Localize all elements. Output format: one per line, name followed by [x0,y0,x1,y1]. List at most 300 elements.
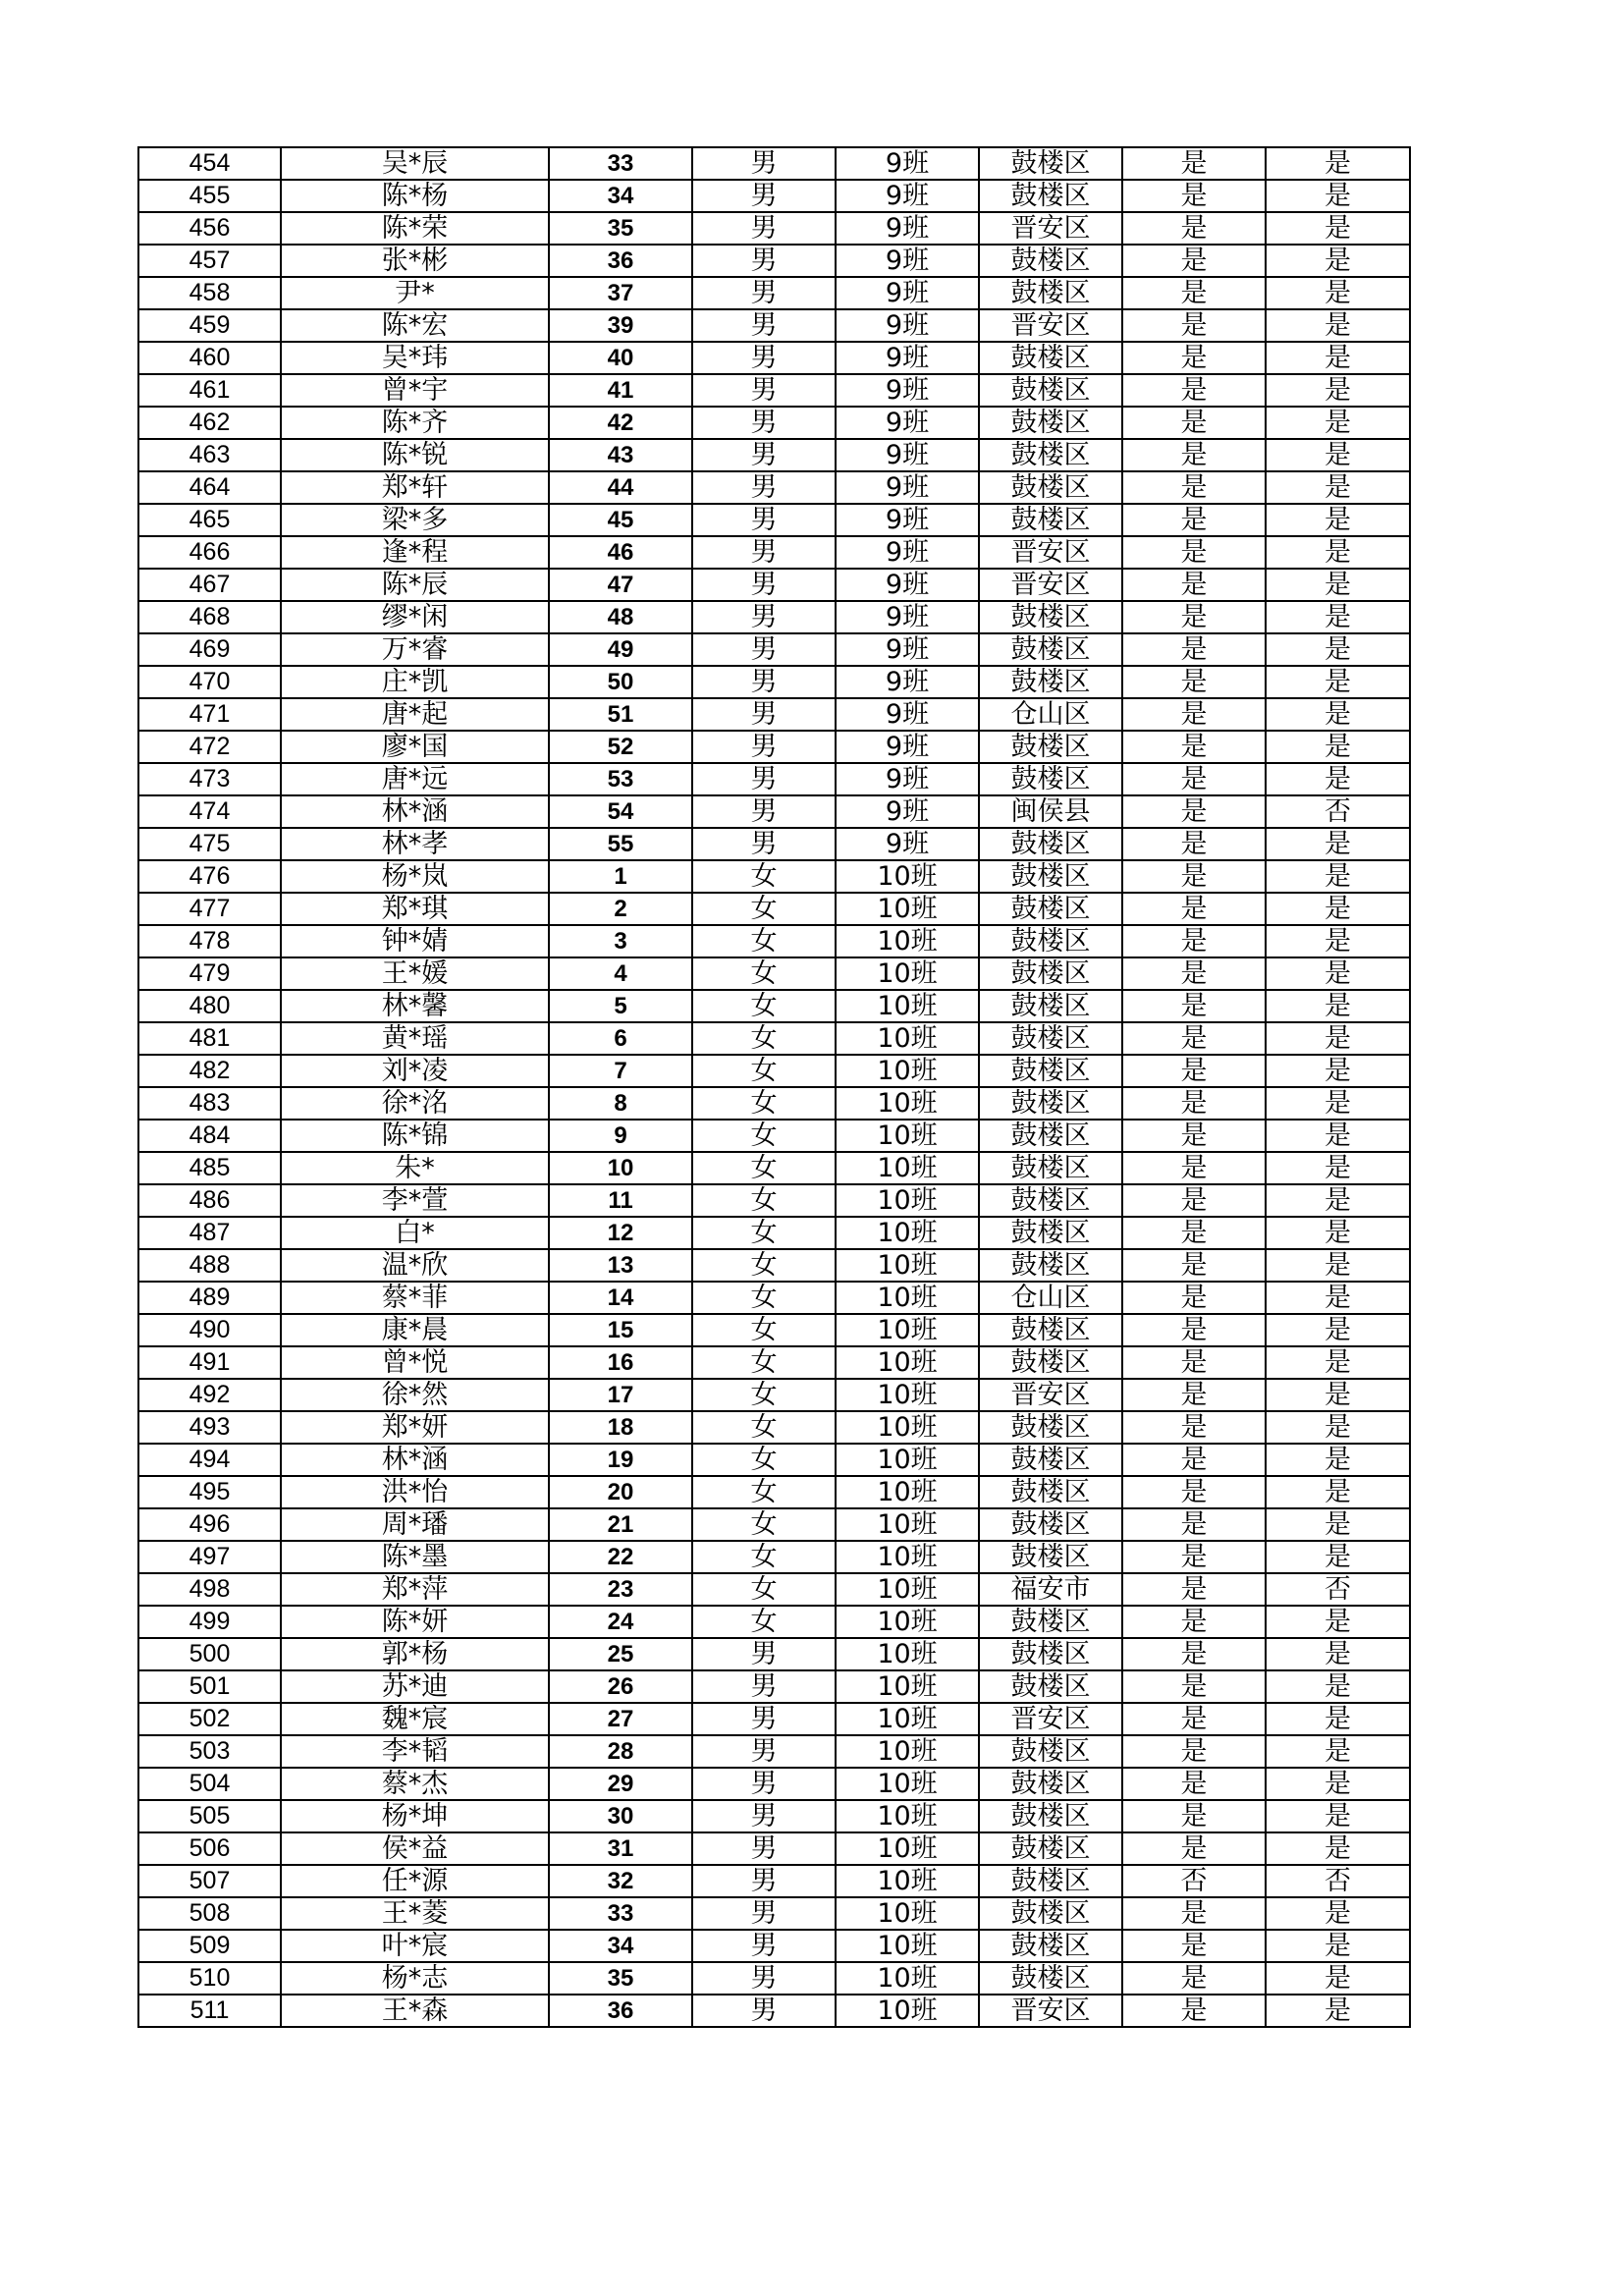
seat-number-cell: 13 [549,1249,692,1282]
row-number-cell: 491 [138,1346,281,1379]
seat-number-cell: 6 [549,1022,692,1055]
flag-b-cell: 是 [1266,601,1410,633]
name-cell: 刘*凌 [281,1055,549,1087]
gender-cell: 男 [692,536,836,569]
name-cell: 徐*洺 [281,1087,549,1120]
gender-cell: 女 [692,1346,836,1379]
flag-b-cell: 是 [1266,471,1410,504]
name-cell: 王*森 [281,1995,549,2027]
seat-number-cell: 22 [549,1541,692,1573]
class-cell: 10班 [836,1120,979,1152]
district-cell: 晋安区 [979,212,1122,245]
seat-number-cell: 5 [549,990,692,1022]
row-number-cell: 484 [138,1120,281,1152]
flag-b-cell: 否 [1266,1573,1410,1606]
name-cell: 林*馨 [281,990,549,1022]
table-row [138,893,1410,925]
flag-b-cell: 是 [1266,1282,1410,1314]
seat-number-cell: 21 [549,1508,692,1541]
gender-cell: 男 [692,277,836,309]
gender-cell: 男 [692,633,836,666]
flag-a-cell: 是 [1122,1832,1266,1865]
class-cell: 10班 [836,1606,979,1638]
district-cell: 鼓楼区 [979,763,1122,795]
district-cell: 鼓楼区 [979,1346,1122,1379]
table-row [138,1217,1410,1249]
gender-cell: 男 [692,1865,836,1897]
row-number-cell: 475 [138,828,281,860]
flag-a-cell: 是 [1122,1346,1266,1379]
gender-cell: 女 [692,1541,836,1573]
row-number-cell: 499 [138,1606,281,1638]
class-cell: 10班 [836,990,979,1022]
table-row [138,374,1410,407]
class-cell: 10班 [836,1022,979,1055]
table-row [138,957,1410,990]
district-cell: 晋安区 [979,569,1122,601]
name-cell: 任*源 [281,1865,549,1897]
flag-b-cell: 是 [1266,1768,1410,1800]
row-number-cell: 467 [138,569,281,601]
gender-cell: 女 [692,893,836,925]
district-cell: 晋安区 [979,309,1122,342]
table-row [138,1508,1410,1541]
row-number-cell: 508 [138,1897,281,1930]
gender-cell: 女 [692,1314,836,1346]
class-cell: 10班 [836,1217,979,1249]
class-cell: 10班 [836,1768,979,1800]
row-number-cell: 472 [138,731,281,763]
gender-cell: 女 [692,1606,836,1638]
table-row [138,1282,1410,1314]
district-cell: 鼓楼区 [979,1249,1122,1282]
name-cell: 林*孝 [281,828,549,860]
table-row [138,407,1410,439]
name-cell: 庄*凯 [281,666,549,698]
district-cell: 鼓楼区 [979,342,1122,374]
row-number-cell: 498 [138,1573,281,1606]
name-cell: 白* [281,1217,549,1249]
flag-a-cell: 是 [1122,1022,1266,1055]
flag-b-cell: 是 [1266,407,1410,439]
seat-number-cell: 40 [549,342,692,374]
seat-number-cell: 54 [549,795,692,828]
seat-number-cell: 45 [549,504,692,536]
row-number-cell: 481 [138,1022,281,1055]
table-row [138,180,1410,212]
flag-a-cell: 是 [1122,147,1266,180]
district-cell: 鼓楼区 [979,1022,1122,1055]
flag-b-cell: 是 [1266,633,1410,666]
gender-cell: 男 [692,471,836,504]
gender-cell: 女 [692,1022,836,1055]
row-number-cell: 495 [138,1476,281,1508]
gender-cell: 男 [692,731,836,763]
row-number-cell: 486 [138,1184,281,1217]
row-number-cell: 479 [138,957,281,990]
flag-a-cell: 是 [1122,860,1266,893]
row-number-cell: 469 [138,633,281,666]
row-number-cell: 496 [138,1508,281,1541]
seat-number-cell: 11 [549,1184,692,1217]
district-cell: 鼓楼区 [979,1444,1122,1476]
district-cell: 鼓楼区 [979,1670,1122,1703]
class-cell: 10班 [836,1282,979,1314]
row-number-cell: 474 [138,795,281,828]
class-cell: 9班 [836,407,979,439]
class-cell: 9班 [836,180,979,212]
class-cell: 10班 [836,860,979,893]
table-body [138,147,1410,2027]
gender-cell: 男 [692,698,836,731]
flag-b-cell: 是 [1266,1995,1410,2027]
seat-number-cell: 37 [549,277,692,309]
district-cell: 鼓楼区 [979,601,1122,633]
district-cell: 鼓楼区 [979,633,1122,666]
district-cell: 鼓楼区 [979,147,1122,180]
district-cell: 鼓楼区 [979,1735,1122,1768]
flag-a-cell: 是 [1122,1670,1266,1703]
district-cell: 鼓楼区 [979,666,1122,698]
name-cell: 陈*宏 [281,309,549,342]
district-cell: 鼓楼区 [979,407,1122,439]
row-number-cell: 488 [138,1249,281,1282]
seat-number-cell: 35 [549,1962,692,1995]
district-cell: 鼓楼区 [979,731,1122,763]
table-row [138,1087,1410,1120]
gender-cell: 女 [692,1573,836,1606]
row-number-cell: 454 [138,147,281,180]
district-cell: 鼓楼区 [979,1606,1122,1638]
seat-number-cell: 53 [549,763,692,795]
seat-number-cell: 17 [549,1379,692,1411]
seat-number-cell: 30 [549,1800,692,1832]
flag-a-cell: 是 [1122,1282,1266,1314]
gender-cell: 男 [692,1995,836,2027]
flag-a-cell: 是 [1122,407,1266,439]
class-cell: 10班 [836,1670,979,1703]
name-cell: 徐*然 [281,1379,549,1411]
flag-b-cell: 是 [1266,1444,1410,1476]
table-row [138,147,1410,180]
flag-a-cell: 是 [1122,1444,1266,1476]
name-cell: 朱* [281,1152,549,1184]
flag-b-cell: 是 [1266,569,1410,601]
flag-b-cell: 是 [1266,731,1410,763]
gender-cell: 男 [692,1703,836,1735]
flag-a-cell: 是 [1122,1249,1266,1282]
flag-b-cell: 是 [1266,1897,1410,1930]
district-cell: 鼓楼区 [979,1832,1122,1865]
name-cell: 叶*宸 [281,1930,549,1962]
table-row [138,925,1410,957]
class-cell: 9班 [836,374,979,407]
flag-a-cell: 是 [1122,1411,1266,1444]
table-row [138,763,1410,795]
name-cell: 温*欣 [281,1249,549,1282]
flag-b-cell: 是 [1266,1638,1410,1670]
table-row [138,1573,1410,1606]
table-row [138,1476,1410,1508]
seat-number-cell: 14 [549,1282,692,1314]
district-cell: 鼓楼区 [979,1768,1122,1800]
district-cell: 鼓楼区 [979,277,1122,309]
seat-number-cell: 27 [549,1703,692,1735]
flag-b-cell: 是 [1266,504,1410,536]
flag-a-cell: 是 [1122,277,1266,309]
name-cell: 郑*萍 [281,1573,549,1606]
flag-b-cell: 是 [1266,1832,1410,1865]
flag-b-cell: 否 [1266,795,1410,828]
flag-b-cell: 是 [1266,990,1410,1022]
row-number-cell: 456 [138,212,281,245]
flag-a-cell: 是 [1122,536,1266,569]
class-cell: 9班 [836,601,979,633]
flag-a-cell: 是 [1122,1087,1266,1120]
row-number-cell: 468 [138,601,281,633]
row-number-cell: 462 [138,407,281,439]
flag-b-cell: 是 [1266,1800,1410,1832]
flag-a-cell: 是 [1122,1184,1266,1217]
table-row [138,1152,1410,1184]
class-cell: 10班 [836,1638,979,1670]
district-cell: 鼓楼区 [979,1800,1122,1832]
row-number-cell: 459 [138,309,281,342]
district-cell: 鼓楼区 [979,1930,1122,1962]
flag-b-cell: 是 [1266,1120,1410,1152]
district-cell: 鼓楼区 [979,1508,1122,1541]
flag-b-cell: 是 [1266,245,1410,277]
flag-b-cell: 是 [1266,1606,1410,1638]
seat-number-cell: 20 [549,1476,692,1508]
flag-b-cell: 是 [1266,342,1410,374]
gender-cell: 男 [692,180,836,212]
class-cell: 9班 [836,147,979,180]
seat-number-cell: 46 [549,536,692,569]
table-row [138,277,1410,309]
gender-cell: 男 [692,601,836,633]
flag-b-cell: 是 [1266,147,1410,180]
flag-a-cell: 是 [1122,957,1266,990]
name-cell: 王*媛 [281,957,549,990]
flag-a-cell: 是 [1122,1962,1266,1995]
name-cell: 陈*荣 [281,212,549,245]
name-cell: 杨*坤 [281,1800,549,1832]
table-row [138,1962,1410,1995]
flag-b-cell: 是 [1266,1379,1410,1411]
seat-number-cell: 48 [549,601,692,633]
name-cell: 陈*齐 [281,407,549,439]
flag-a-cell: 是 [1122,180,1266,212]
class-cell: 9班 [836,569,979,601]
name-cell: 唐*起 [281,698,549,731]
name-cell: 缪*闲 [281,601,549,633]
table-row [138,698,1410,731]
flag-b-cell: 是 [1266,1735,1410,1768]
table-row [138,1768,1410,1800]
class-cell: 9班 [836,828,979,860]
flag-b-cell: 是 [1266,957,1410,990]
district-cell: 晋安区 [979,1703,1122,1735]
flag-b-cell: 是 [1266,666,1410,698]
district-cell: 鼓楼区 [979,1865,1122,1897]
flag-a-cell: 是 [1122,1768,1266,1800]
table-row [138,439,1410,471]
flag-a-cell: 是 [1122,731,1266,763]
seat-number-cell: 51 [549,698,692,731]
seat-number-cell: 55 [549,828,692,860]
flag-a-cell: 是 [1122,1703,1266,1735]
gender-cell: 女 [692,1379,836,1411]
class-cell: 9班 [836,471,979,504]
district-cell: 鼓楼区 [979,893,1122,925]
table-row [138,471,1410,504]
name-cell: 黄*瑶 [281,1022,549,1055]
table-row [138,1314,1410,1346]
class-cell: 9班 [836,439,979,471]
flag-b-cell: 是 [1266,860,1410,893]
flag-a-cell: 是 [1122,893,1266,925]
flag-b-cell: 是 [1266,828,1410,860]
flag-a-cell: 是 [1122,1055,1266,1087]
flag-b-cell: 是 [1266,1152,1410,1184]
district-cell: 晋安区 [979,536,1122,569]
flag-b-cell: 是 [1266,180,1410,212]
row-number-cell: 497 [138,1541,281,1573]
seat-number-cell: 26 [549,1670,692,1703]
flag-b-cell: 是 [1266,1184,1410,1217]
gender-cell: 男 [692,569,836,601]
seat-number-cell: 47 [549,569,692,601]
name-cell: 郑*妍 [281,1411,549,1444]
name-cell: 廖*国 [281,731,549,763]
class-cell: 10班 [836,1735,979,1768]
class-cell: 10班 [836,925,979,957]
row-number-cell: 471 [138,698,281,731]
student-roster-table [137,146,1411,2028]
name-cell: 曾*宇 [281,374,549,407]
name-cell: 郑*琪 [281,893,549,925]
district-cell: 鼓楼区 [979,957,1122,990]
gender-cell: 女 [692,1444,836,1476]
district-cell: 鼓楼区 [979,1152,1122,1184]
flag-b-cell: 是 [1266,763,1410,795]
flag-b-cell: 是 [1266,1314,1410,1346]
district-cell: 鼓楼区 [979,925,1122,957]
class-cell: 10班 [836,1832,979,1865]
flag-b-cell: 是 [1266,1670,1410,1703]
gender-cell: 男 [692,1800,836,1832]
district-cell: 福安市 [979,1573,1122,1606]
class-cell: 10班 [836,1865,979,1897]
class-cell: 9班 [836,212,979,245]
name-cell: 林*涵 [281,795,549,828]
seat-number-cell: 10 [549,1152,692,1184]
flag-a-cell: 是 [1122,212,1266,245]
gender-cell: 女 [692,1152,836,1184]
class-cell: 10班 [836,1379,979,1411]
flag-b-cell: 是 [1266,439,1410,471]
gender-cell: 女 [692,1249,836,1282]
row-number-cell: 476 [138,860,281,893]
table-row [138,309,1410,342]
district-cell: 鼓楼区 [979,990,1122,1022]
seat-number-cell: 33 [549,147,692,180]
flag-b-cell: 是 [1266,536,1410,569]
class-cell: 9班 [836,763,979,795]
row-number-cell: 490 [138,1314,281,1346]
table-row [138,1703,1410,1735]
class-cell: 9班 [836,731,979,763]
flag-b-cell: 是 [1266,1022,1410,1055]
name-cell: 梁*多 [281,504,549,536]
flag-a-cell: 是 [1122,1476,1266,1508]
flag-b-cell: 是 [1266,893,1410,925]
table-row [138,1184,1410,1217]
class-cell: 10班 [836,1703,979,1735]
name-cell: 陈*杨 [281,180,549,212]
table-row [138,536,1410,569]
gender-cell: 男 [692,439,836,471]
seat-number-cell: 7 [549,1055,692,1087]
district-cell: 鼓楼区 [979,471,1122,504]
seat-number-cell: 1 [549,860,692,893]
flag-a-cell: 是 [1122,633,1266,666]
seat-number-cell: 23 [549,1573,692,1606]
flag-b-cell: 是 [1266,698,1410,731]
table-row [138,860,1410,893]
seat-number-cell: 35 [549,212,692,245]
row-number-cell: 460 [138,342,281,374]
name-cell: 吴*辰 [281,147,549,180]
class-cell: 10班 [836,1995,979,2027]
district-cell: 鼓楼区 [979,1638,1122,1670]
gender-cell: 男 [692,212,836,245]
row-number-cell: 487 [138,1217,281,1249]
name-cell: 张*彬 [281,245,549,277]
row-number-cell: 492 [138,1379,281,1411]
name-cell: 陈*锐 [281,439,549,471]
gender-cell: 男 [692,1768,836,1800]
district-cell: 鼓楼区 [979,1055,1122,1087]
gender-cell: 女 [692,860,836,893]
class-cell: 10班 [836,1800,979,1832]
district-cell: 仓山区 [979,1282,1122,1314]
row-number-cell: 457 [138,245,281,277]
gender-cell: 男 [692,1638,836,1670]
flag-a-cell: 是 [1122,1573,1266,1606]
flag-b-cell: 是 [1266,277,1410,309]
seat-number-cell: 36 [549,245,692,277]
table-row [138,1541,1410,1573]
seat-number-cell: 12 [549,1217,692,1249]
flag-a-cell: 否 [1122,1865,1266,1897]
table-row [138,569,1410,601]
gender-cell: 女 [692,1120,836,1152]
flag-a-cell: 是 [1122,1508,1266,1541]
gender-cell: 男 [692,1735,836,1768]
row-number-cell: 465 [138,504,281,536]
flag-b-cell: 是 [1266,1930,1410,1962]
flag-b-cell: 是 [1266,1217,1410,1249]
name-cell: 魏*宸 [281,1703,549,1735]
row-number-cell: 507 [138,1865,281,1897]
class-cell: 9班 [836,245,979,277]
table-row [138,245,1410,277]
flag-a-cell: 是 [1122,666,1266,698]
class-cell: 9班 [836,795,979,828]
flag-a-cell: 是 [1122,1638,1266,1670]
